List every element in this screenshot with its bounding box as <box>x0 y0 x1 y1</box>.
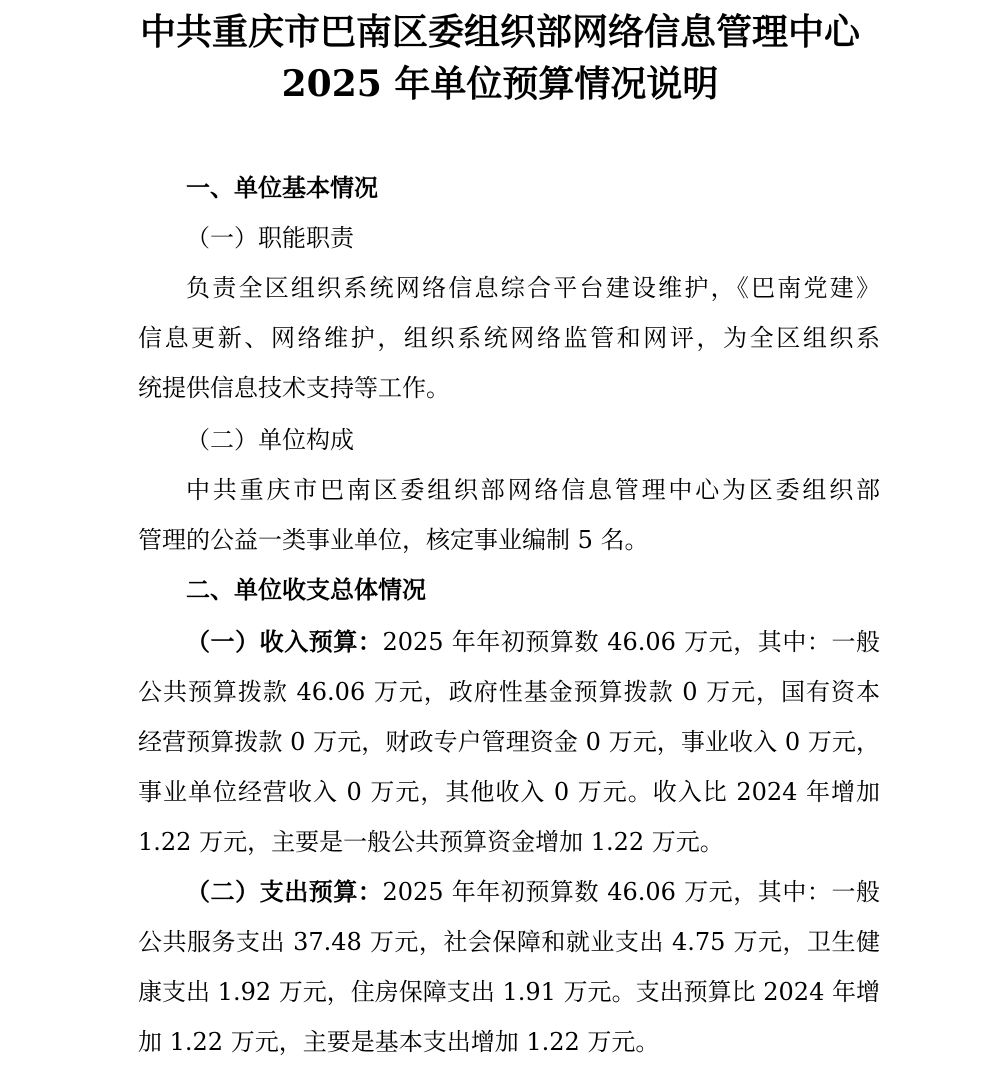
subsection-1-1-heading: （一）职能职责 <box>186 224 354 252</box>
expense-first-text: 2025 年年初预算数 46.06 万元，其中：一般 <box>382 878 881 906</box>
document-title-line-1: 中共重庆市巴南区委组织部网络信息管理中心 <box>139 11 860 53</box>
paragraph-line: 公共预算拨款 46.06 万元，政府性基金预算拨款 0 万元，国有资本 <box>138 678 880 706</box>
document-title-line-2: 2025 年单位预算情况说明 <box>281 63 719 105</box>
paragraph-line: 康支出 1.92 万元，住房保障支出 1.91 万元。支出预算比 2024 年增 <box>138 978 880 1006</box>
paragraph-line: 公共服务支出 37.48 万元，社会保障和就业支出 4.75 万元，卫生健 <box>138 928 880 956</box>
paragraph-line: 负责全区组织系统网络信息综合平台建设维护，《巴南党建》 <box>186 274 880 302</box>
section-2-heading: 二、单位收支总体情况 <box>186 575 426 604</box>
income-label: （一）收入预算： <box>186 627 383 656</box>
expense-paragraph-first-line <box>186 876 880 908</box>
paragraph-line: 加 1.22 万元，主要是基本支出增加 1.22 万元。 <box>138 1028 660 1056</box>
section-1-heading: 一、单位基本情况 <box>186 173 378 202</box>
paragraph-line: 事业单位经营收入 0 万元，其他收入 0 万元。收入比 2024 年增加 <box>138 778 880 806</box>
paragraph-line: 中共重庆市巴南区委组织部网络信息管理中心为区委组织部 <box>186 476 880 504</box>
paragraph-line: 统提供信息技术支持等工作。 <box>138 374 450 402</box>
subsection-1-2-heading: （二）单位构成 <box>186 426 354 454</box>
paragraph-line: 管理的公益一类事业单位，核定事业编制 5 名。 <box>138 526 649 554</box>
paragraph-line: 经营预算拨款 0 万元，财政专户管理资金 0 万元，事业收入 0 万元， <box>138 728 880 756</box>
income-paragraph-first-line <box>186 626 880 658</box>
income-first-text: 2025 年年初预算数 46.06 万元，其中：一般 <box>382 628 881 656</box>
paragraph-line: 信息更新、网络维护，组织系统网络监管和网评，为全区组织系 <box>138 324 880 352</box>
expense-label: （二）支出预算： <box>186 877 383 906</box>
paragraph-line: 1.22 万元，主要是一般公共预算资金增加 1.22 万元。 <box>138 828 724 856</box>
